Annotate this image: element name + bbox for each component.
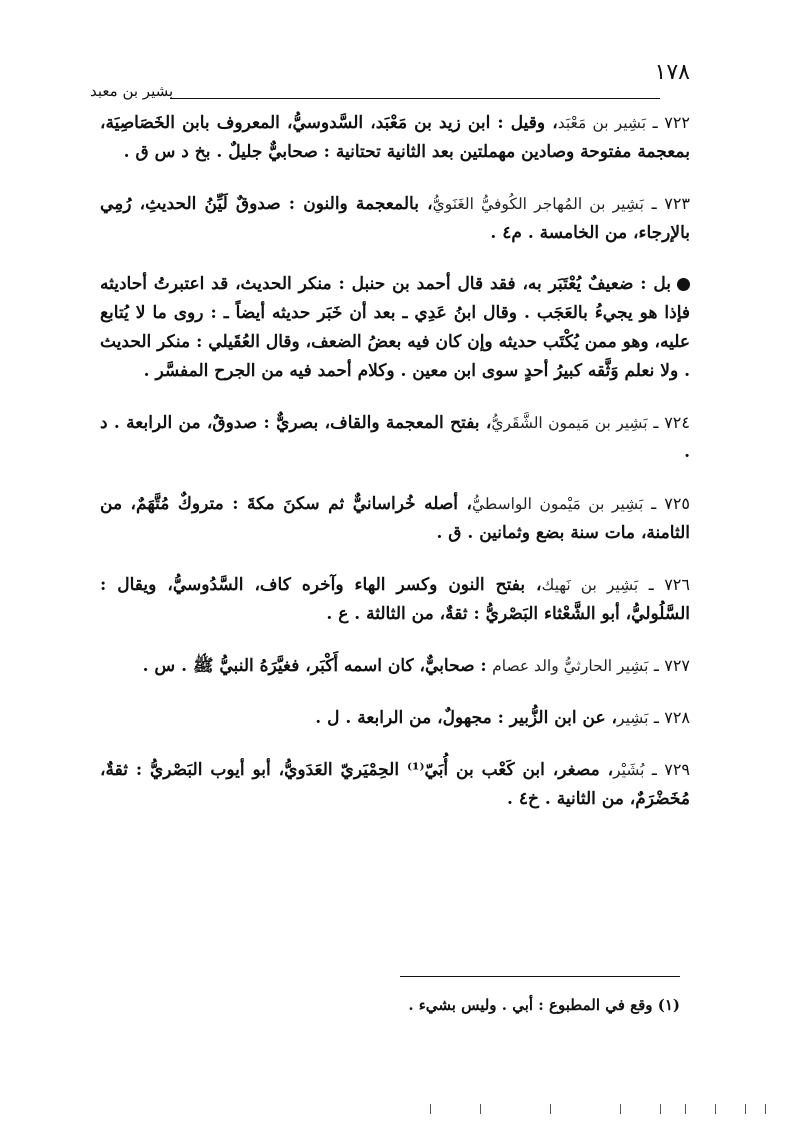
entry-723: ٧٢٣ ـ بَشِير بن المُهاجر الكُوفيُّ الغَنَويُّ، بالمعجمة والنون : صدوقٌ لَيِّنُ الحديثِ، رُمِي بالإرجاء، من الخامسة . م٤ . [100,194,690,243]
entry-number: ٧٢٥ [664,494,690,513]
bullet-icon [677,278,690,291]
entry-name: بُشَيْر [613,761,645,779]
header-rule [170,98,660,99]
scan-edge-marks [430,1100,770,1114]
page-number: ١٧٨ [654,60,690,85]
entry-name: بَشِير الحارثيُّ والد عصام [492,657,649,675]
entry-number: ٧٢٦ [664,575,690,594]
entry-725: ٧٢٥ ـ بَشِير بن مَيْمون الواسطيُّ، أصله خُراسانيٌّ ثم سكنَ مكةَ : متروكٌ مُتَّهَمٌ، من الثامنة، مات سنة بضع وثمانين . ق . [100,494,690,543]
comment-text: بل : ضعيفٌ يُعْتَبَر به، فقد قال أحمد بن حنبل : منكر الحديث، قد اعتبرتُ أحاديثه فإذا هو يجيءُ بالعَجَب . وقال ابنُ عَدِي ـ بعد أن خَبَر حديثه أيضاً ـ : روى ما لا يُتابع عليه، وهو ممن يُكْتَب حديثه وإن كان فيه بعضُ الضعف، وقال العُقَيلي : منكر الحديث . ولا نعلم وَثَّقه كبيرُ أحدٍ سوى ابن معين . وكلام أحمد فيه من الجرح المفسَّر . [100,274,690,381]
entry-729: ٧٢٩ ـ بُشَيْر، مصغر، ابن كَعْب بن أُبَيّ⁽¹⁾ الحِمْيَريّ العَدَويُّ، أبو أيوب البَصْريُّ : ثقةٌ، مُخَضْرَمٌ، من الثانية . خ٤ . [100,760,690,809]
entry-number: ٧٢٢ [664,113,690,132]
entry-722: ٧٢٢ ـ بَشِير بن مَعْبَد، وقيل : ابن زيد بن مَعْبَد، السَّدوسيُّ، المعروف بابن الخَصَاصِيَة، بمعجمة مفتوحة وصادين مهملتين بعد الثانية تحتانية : صحابيٌّ جليلٌ . بخ د س ق . [100,113,690,162]
entry-name: بَشِير بن مَيْمون الواسطيُّ [472,495,644,513]
editor-comment [100,270,690,386]
footnote: (١) وقع في المطبوع : أبي . وليس بشيء . [408,996,680,1014]
footnote-rule [400,976,680,977]
entry-number: ٧٢٧ [664,656,690,675]
entry-name: بَشِير بن نَهيك [541,576,639,594]
entry-body: ، وقيل : ابن زيد بن مَعْبَد، السَّدوسيُّ، المعروف بابن الخَصَاصِيَة، بمعجمة مفتوحة وصادين مهملتين بعد الثانية تحتانية : صحابيٌّ جليلٌ . بخ د س ق . [100,113,690,162]
entry-body: ، بفتح المعجمة والقاف، بصريٌّ : صدوقٌ، من الرابعة . د . [100,413,690,462]
entry-name: بَشِير [617,709,649,727]
entry-body: : صحابيٌّ، كان اسمه أَكْبَر، فغيَّرَهُ النبيُّ ﷺ . س . [142,656,487,676]
entry-728: ٧٢٨ ـ بَشِير، عن ابن الزُّبير : مجهولٌ، من الرابعة . ل . [315,708,690,728]
entry-number: ٧٢٨ [664,708,690,727]
entry-724: ٧٢٤ ـ بَشِير بن مَيمون الشَّقَريُّ، بفتح المعجمة والقاف، بصريٌّ : صدوقٌ، من الرابعة . د . [100,413,690,462]
entry-number: ٧٢٣ [664,194,690,213]
entry-body: ، بفتح النون وكسر الهاء وآخره كاف، السَّدُوسيُّ، ويقال : السَّلُوليُّ، أبو الشَّعْثاء البَصْريُّ : ثقةٌ، من الثالثة . ع . [100,575,690,624]
entry-name: بَشِير بن مَيمون الشَّقَريُّ [491,414,648,432]
entries-list [100,108,690,836]
entry-name: بَشِير بن مَعْبَد [557,114,647,132]
entry-body: ، مصغر، ابن كَعْب بن أُبَيّ⁽¹⁾ الحِمْيَريّ العَدَويُّ، أبو أيوب البَصْريُّ : ثقةٌ، مُخَضْرَمٌ، من الثانية . خ٤ . [100,760,690,809]
entry-number: ٧٢٤ [664,413,690,432]
entry-number: ٧٢٩ [664,760,690,779]
running-title: بشير بن معبد [90,82,174,100]
page-header [90,60,690,100]
entry-727: ٧٢٧ ـ بَشِير الحارثيُّ والد عصام : صحابيٌّ، كان اسمه أَكْبَر، فغيَّرَهُ النبيُّ ﷺ . س . [142,656,690,676]
entry-name: بَشِير بن المُهاجر الكُوفيُّ الغَنَويُّ [432,195,644,213]
entry-body: ، عن ابن الزُّبير : مجهولٌ، من الرابعة . ل . [315,708,618,728]
entry-726: ٧٢٦ ـ بَشِير بن نَهيك، بفتح النون وكسر الهاء وآخره كاف، السَّدُوسيُّ، ويقال : السَّلُوليُّ، أبو الشَّعْثاء البَصْريُّ : ثقةٌ، من الثالثة . ع . [100,575,690,624]
entry-body: ، أصله خُراسانيٌّ ثم سكنَ مكةَ : متروكٌ مُتَّهَمٌ، من الثامنة، مات سنة بضع وثمانين . ق . [100,494,690,543]
entry-body: ، بالمعجمة والنون : صدوقٌ لَيِّنُ الحديثِ، رُمِي بالإرجاء، من الخامسة . م٤ . [100,194,690,243]
